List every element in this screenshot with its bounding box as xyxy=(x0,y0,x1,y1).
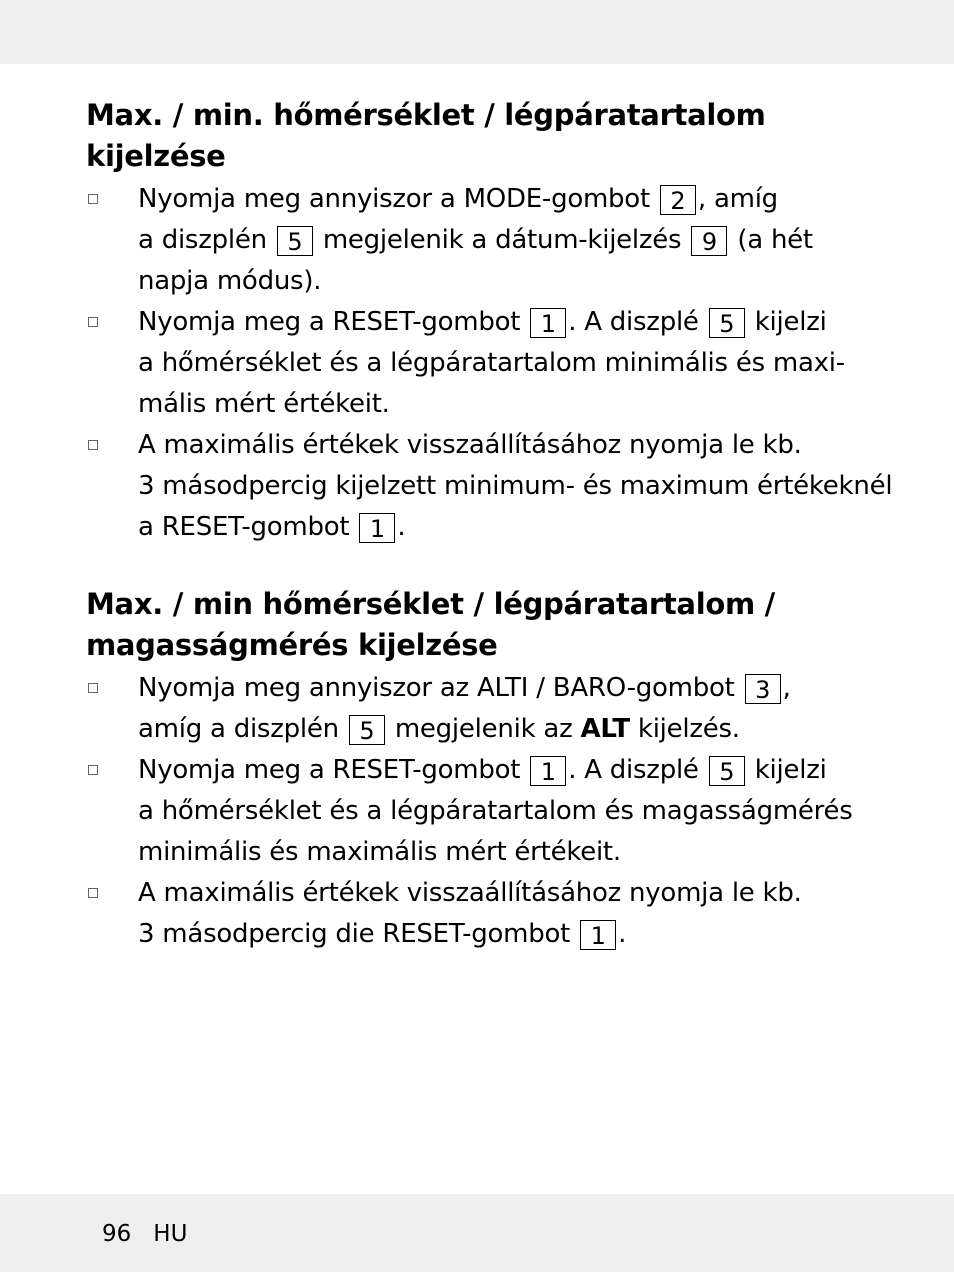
text: . xyxy=(397,512,406,542)
text: , amíg xyxy=(697,184,778,214)
text-line: napja módus). xyxy=(138,266,322,296)
text-line: a hőmérséklet és a légpáratartalom minimális és maxi- xyxy=(138,348,845,378)
step-list xyxy=(86,668,856,955)
checkbox-bullet-icon xyxy=(88,317,98,327)
text: kijelzi xyxy=(754,755,827,785)
text-line: A maximális értékek visszaállításához nyomja le kb. xyxy=(138,430,802,460)
text: Nyomja meg annyiszor az ALTI / BARO-gombot xyxy=(138,673,735,703)
list-item xyxy=(86,668,856,750)
checkbox-bullet-icon xyxy=(88,440,98,450)
reference-number: 5 xyxy=(349,715,385,745)
alt-label: ALT xyxy=(580,714,630,744)
text: kijelzés. xyxy=(637,714,740,744)
text: Nyomja meg annyiszor a MODE-gombot xyxy=(138,184,650,214)
reference-number: 1 xyxy=(530,308,566,338)
text: kijelzi xyxy=(754,307,827,337)
text: (a hét xyxy=(737,225,813,255)
heading-line: Max. / min hőmérséklet / légpáratartalom / xyxy=(86,587,775,621)
text-line xyxy=(138,709,856,750)
checkbox-bullet-icon xyxy=(88,683,98,693)
text-line xyxy=(138,179,856,220)
text: , xyxy=(782,673,791,703)
reference-number: 5 xyxy=(277,226,313,256)
page-content xyxy=(86,95,893,955)
list-item xyxy=(86,302,856,425)
checkbox-bullet-icon xyxy=(88,194,98,204)
text-line: mális mért értékeit. xyxy=(138,389,390,419)
list-item xyxy=(86,873,856,955)
checkbox-bullet-icon xyxy=(88,765,98,775)
section-heading xyxy=(86,95,856,177)
text-line xyxy=(138,750,856,791)
heading-line: kijelzése xyxy=(86,139,226,173)
text-line: A maximális értékek visszaállításához nyomja le kb. xyxy=(138,878,802,908)
section-heading xyxy=(86,584,856,666)
text: megjelenik a dátum-kijelzés xyxy=(322,225,682,255)
section-min-max-temp-humidity xyxy=(86,95,893,548)
text-line xyxy=(138,220,856,261)
reference-number: 5 xyxy=(709,308,745,338)
text: Nyomja meg a RESET-gombot xyxy=(138,755,521,785)
list-item xyxy=(86,425,893,548)
text: a diszplén xyxy=(138,225,267,255)
text: . xyxy=(618,919,627,949)
section-min-max-altitude xyxy=(86,584,856,955)
text-line: 3 másodpercig kijelzett minimum- és maximum értékeknél xyxy=(138,471,893,501)
reference-number: 9 xyxy=(691,226,727,256)
list-item xyxy=(86,750,856,873)
reference-number: 2 xyxy=(660,185,696,215)
reference-number: 1 xyxy=(580,920,616,950)
list-item xyxy=(86,179,856,302)
page-footer xyxy=(102,1219,187,1249)
text-line xyxy=(138,668,856,709)
text: megjelenik az xyxy=(394,714,573,744)
text-line xyxy=(138,507,856,548)
reference-number: 1 xyxy=(530,756,566,786)
page-number: 96 xyxy=(102,1221,132,1247)
text: amíg a diszplén xyxy=(138,714,339,744)
reference-number: 3 xyxy=(745,674,781,704)
step-list xyxy=(86,179,893,548)
text: . A diszplé xyxy=(568,755,699,785)
text-line: minimális és maximális mért értékeit. xyxy=(138,837,621,867)
heading-line: magasságmérés kijelzése xyxy=(86,628,498,662)
text: . A diszplé xyxy=(568,307,699,337)
text: 3 másodpercig die RESET-gombot xyxy=(138,919,571,949)
reference-number: 1 xyxy=(359,513,395,543)
heading-line: Max. / min. hőmérséklet / légpáratartalom xyxy=(86,98,766,132)
text: Nyomja meg a RESET-gombot xyxy=(138,307,521,337)
text-line xyxy=(138,302,856,343)
header-band xyxy=(0,0,954,64)
text: a RESET-gombot xyxy=(138,512,350,542)
text-line xyxy=(138,914,856,955)
checkbox-bullet-icon xyxy=(88,888,98,898)
text-line: a hőmérséklet és a légpáratartalom és magasságmérés xyxy=(138,796,853,826)
reference-number: 5 xyxy=(709,756,745,786)
language-code: HU xyxy=(153,1221,188,1247)
